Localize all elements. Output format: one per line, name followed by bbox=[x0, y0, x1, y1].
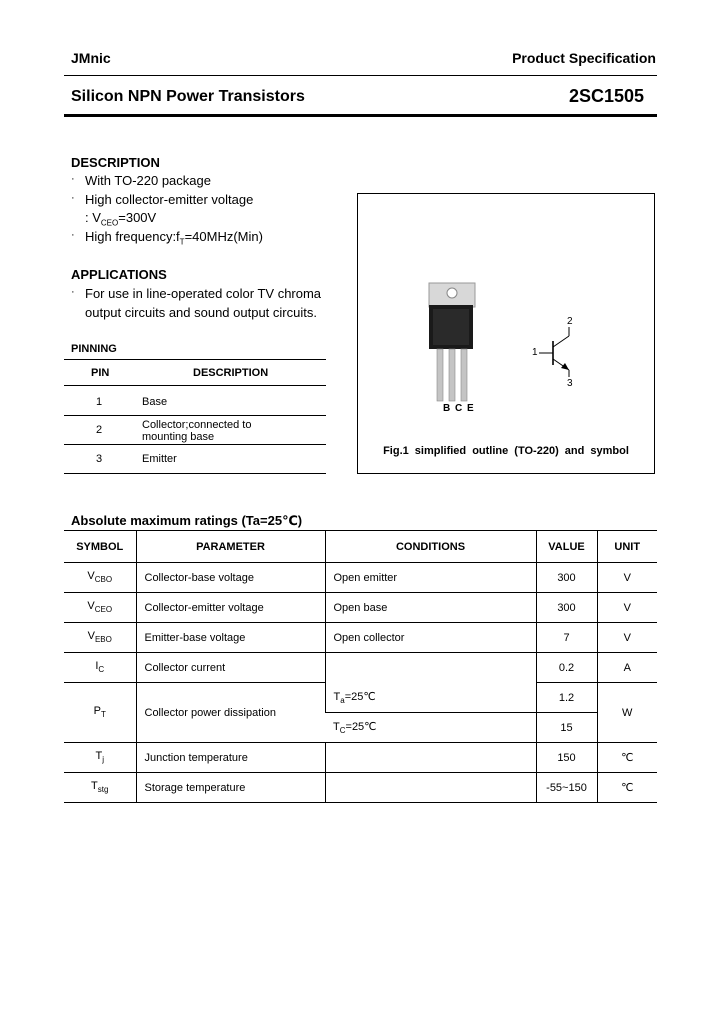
unit-cell: V bbox=[597, 593, 657, 623]
parameter-cell: Collector-emitter voltage bbox=[136, 593, 325, 623]
value-cell: 1.2 bbox=[536, 683, 597, 713]
applications-item bbox=[71, 286, 321, 301]
conditions-cell: $T_a=25℃$ bbox=[325, 683, 536, 713]
unit-cell: ℃ bbox=[597, 743, 657, 773]
value-cell: 0.2 bbox=[536, 653, 597, 683]
value-cell: 300 bbox=[536, 593, 597, 623]
conditions-cell bbox=[325, 743, 536, 773]
pin-description-header: DESCRIPTION bbox=[193, 367, 269, 379]
unit-cell: A bbox=[597, 653, 657, 683]
description-item bbox=[71, 173, 211, 188]
conditions-cell: Open emitter bbox=[325, 563, 536, 593]
table-row bbox=[64, 653, 657, 683]
pinning-rule bbox=[64, 444, 326, 445]
description-text: High $frequency:f_T=40MHz(Min)$ bbox=[85, 229, 263, 247]
pinning-rule bbox=[64, 473, 326, 474]
lead-labels: B C E bbox=[443, 403, 474, 414]
symbol-cell: $T_j$ bbox=[64, 743, 136, 773]
table-header-row bbox=[64, 531, 657, 563]
unit-column-header: UNIT bbox=[597, 531, 657, 563]
title-divider bbox=[64, 114, 657, 117]
pinning-heading: PINNING bbox=[71, 343, 117, 355]
conditions-cell: $T_C=25℃$ bbox=[325, 713, 536, 743]
table-row bbox=[64, 563, 657, 593]
applications-text: For use in line-operated color TV chroma bbox=[85, 286, 322, 301]
value-cell: 7 bbox=[536, 623, 597, 653]
parameter-column-header: PARAMETER bbox=[136, 531, 325, 563]
applications-item bbox=[71, 305, 317, 320]
figure-caption: Fig.1 simplified outline (TO-220) and symbol bbox=[383, 445, 629, 457]
pin-description: Emitter bbox=[142, 453, 177, 465]
symbol-cell: $T_{stg}$ bbox=[64, 773, 136, 803]
pin-description: Base bbox=[142, 396, 168, 408]
symbol-cell: $I_C$ bbox=[64, 653, 136, 683]
symbol-pin-3-label: 3 bbox=[567, 378, 573, 389]
description-item bbox=[71, 210, 156, 228]
table-row bbox=[64, 593, 657, 623]
conditions-cell: Open base bbox=[325, 593, 536, 623]
unit-cell: V bbox=[597, 563, 657, 593]
description-text: With TO-220 package bbox=[85, 173, 211, 188]
pinning-rule bbox=[64, 415, 326, 416]
to220-package-illustration bbox=[357, 193, 655, 443]
parameter-cell: Storage temperature bbox=[136, 773, 325, 803]
symbol-cell: $V_{CEO}$ bbox=[64, 593, 136, 623]
bullet-mark: · bbox=[71, 192, 75, 204]
pin-number: 2 bbox=[96, 424, 103, 436]
part-number: 2SC1505 bbox=[568, 86, 644, 106]
parameter-cell: Collector power dissipation bbox=[136, 683, 325, 743]
table-row bbox=[64, 773, 657, 803]
applications-heading: APPLICATIONS bbox=[71, 267, 167, 282]
parameter-cell: Collector-base voltage bbox=[136, 563, 325, 593]
description-heading: DESCRIPTION bbox=[71, 155, 160, 170]
description-item bbox=[71, 229, 263, 247]
bullet-mark: · bbox=[71, 173, 75, 185]
table-row bbox=[64, 743, 657, 773]
unit-cell: ℃ bbox=[597, 773, 657, 803]
symbol-cell: $V_{CBO}$ bbox=[64, 563, 136, 593]
header-divider bbox=[64, 75, 657, 76]
parameter-cell: Collector current bbox=[136, 653, 325, 683]
unit-cell: W bbox=[597, 683, 657, 743]
pin-number: 3 bbox=[96, 453, 103, 465]
value-column-header: VALUE bbox=[536, 531, 597, 563]
bullet-mark: · bbox=[71, 286, 75, 298]
parameter-cell: Junction temperature bbox=[136, 743, 325, 773]
pinning-rule bbox=[64, 385, 326, 386]
symbol-pin-1-label: 1 bbox=[532, 347, 538, 358]
brand-name: JMnic bbox=[71, 50, 111, 66]
parameter-cell: Emitter-base voltage bbox=[136, 623, 325, 653]
symbol-column-header: SYMBOL bbox=[64, 531, 136, 563]
description-text: High collector-emitter voltage bbox=[85, 192, 254, 207]
symbol-cell: $V_{EBO}$ bbox=[64, 623, 136, 653]
value-cell: 300 bbox=[536, 563, 597, 593]
conditions-cell: Open collector bbox=[325, 623, 536, 653]
symbol-pin-2-label: 2 bbox=[567, 316, 573, 327]
value-cell: 150 bbox=[536, 743, 597, 773]
unit-cell: V bbox=[597, 623, 657, 653]
table-row bbox=[64, 683, 657, 713]
description-item bbox=[71, 192, 253, 207]
page-title: Silicon NPN Power Transistors bbox=[71, 88, 305, 105]
bullet-mark: · bbox=[71, 229, 75, 241]
applications-text: output circuits and sound output circuits. bbox=[85, 305, 317, 320]
pin-description: Collector;connected to mounting base bbox=[142, 419, 252, 443]
value-cell: -55~150 bbox=[536, 773, 597, 803]
symbol-cell: $P_T$ bbox=[64, 683, 136, 743]
description-text: : $V_{CEO}=300V$ bbox=[85, 210, 157, 228]
ratings-table bbox=[64, 530, 657, 803]
pin-column-header: PIN bbox=[91, 367, 110, 379]
conditions-cell bbox=[325, 653, 536, 683]
pin-number: 1 bbox=[96, 396, 103, 408]
spec-label: Product Specification bbox=[512, 50, 656, 66]
ratings-heading: Absolute maximum ratings (Ta=25℃) bbox=[71, 513, 303, 528]
pinning-rule bbox=[64, 359, 326, 360]
table-row bbox=[64, 623, 657, 653]
conditions-cell bbox=[325, 773, 536, 803]
conditions-column-header: CONDITIONS bbox=[325, 531, 536, 563]
value-cell: 15 bbox=[536, 713, 597, 743]
